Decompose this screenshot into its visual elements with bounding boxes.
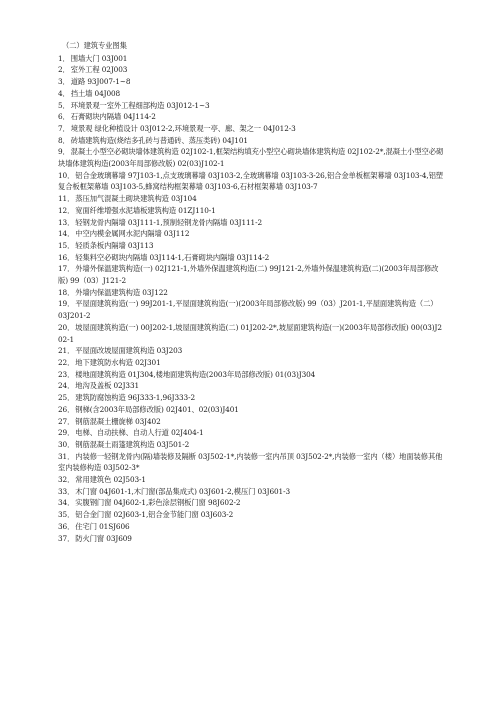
item-text: 室外工程 02J003 xyxy=(70,65,128,75)
item-text: 轻集料空必砌块内隔墙 03J114-1,石膏砌块内隔墙 03J114-2 xyxy=(75,252,270,262)
item-number: 24． xyxy=(58,381,75,391)
list-item xyxy=(58,345,444,357)
item-number: 2． xyxy=(58,65,70,75)
item-number: 25． xyxy=(58,393,75,403)
item-number: 32． xyxy=(58,475,75,485)
list-item xyxy=(58,252,444,264)
item-number: 1． xyxy=(58,53,70,63)
item-number: 20． xyxy=(58,322,75,332)
item-text: 地沟及盖板 02J331 xyxy=(75,381,140,391)
list-item xyxy=(58,322,444,345)
document-content xyxy=(58,40,444,544)
list-item xyxy=(58,123,444,135)
section-title: （二）建筑专业图集 xyxy=(62,41,127,50)
item-number: 33． xyxy=(58,486,75,496)
item-number: 6． xyxy=(58,112,70,122)
item-text: 楼地面建筑构造 01J304,楼地面建筑构造(2003年局部修改版) 01(03)J304 xyxy=(75,369,316,379)
item-number: 16． xyxy=(58,252,75,262)
item-text: 宽面纤维增强水泥墙板建筑构造 01ZJ110-1 xyxy=(75,205,216,215)
item-number: 29． xyxy=(58,428,75,438)
list-item xyxy=(58,392,444,404)
item-text: 砖墙建筑构造(烧结多孔砖与普通砖、蒸压类砖) 04J101 xyxy=(70,135,248,145)
item-number: 18． xyxy=(58,287,75,297)
item-number: 34． xyxy=(58,498,75,508)
list-item xyxy=(58,509,444,521)
item-number: 35． xyxy=(58,510,75,520)
item-text: 环境景观一室外工程细部构造 03J012-1~3 xyxy=(70,100,210,110)
item-number: 36． xyxy=(58,521,75,531)
item-text: 围墙大门 03J001 xyxy=(70,53,128,63)
list-item xyxy=(58,474,444,486)
list-item xyxy=(58,416,444,428)
item-text: 石膏砌块内隔墙 04J114-2 xyxy=(70,112,156,122)
item-text: 道路 93J007-1~8 xyxy=(70,77,131,87)
item-number: 14． xyxy=(58,229,75,239)
item-number: 26． xyxy=(58,404,75,414)
item-number: 3． xyxy=(58,77,70,87)
list-item xyxy=(58,53,444,65)
list-item xyxy=(58,76,444,88)
item-number: 23． xyxy=(58,369,75,379)
item-number: 27． xyxy=(58,416,75,426)
item-text: 挡土墙 04J008 xyxy=(70,88,121,98)
item-number: 7． xyxy=(58,123,70,133)
item-text: 电梯、自动扶梯、自动人行道 02J404-1 xyxy=(75,428,204,438)
item-text: 地下建筑防水构造 02J301 xyxy=(75,357,161,367)
list-item xyxy=(58,369,444,381)
item-number: 19． xyxy=(58,299,75,309)
item-number: 17． xyxy=(58,264,75,274)
item-text: 钢梯(含2003年局部修改版) 02J401、02(03)J401 xyxy=(75,404,239,414)
item-text: 平屋面改坡屋面建筑构造 03J203 xyxy=(75,346,183,356)
list-item xyxy=(58,64,444,76)
list-item xyxy=(58,193,444,205)
item-text: 外墙内保温建筑构造 03J122 xyxy=(75,287,168,297)
item-text: 混凝土小型空必砌块墙体建筑构造 02J102-1,框架结构填充小型空心砌块墙体建筑构造 02J102-2*,混凝土小型空必砌块墙体建筑构造(2003年局部修改版) 02(03)J102-1 xyxy=(58,147,444,169)
item-text: 中空内模金属网水泥内隔墙 03J112 xyxy=(75,229,190,239)
list-item xyxy=(58,298,444,321)
item-text: 住宅门 01SJ606 xyxy=(75,521,130,531)
item-number: 15． xyxy=(58,240,75,250)
item-number: 37． xyxy=(58,533,75,543)
list-item xyxy=(58,404,444,416)
list-item xyxy=(58,439,444,451)
item-text: 蒸压加气混凝土砌块建筑构造 03J104 xyxy=(75,194,197,204)
item-number: 21． xyxy=(58,346,75,356)
item-text: 内装修一轻钢龙骨内(隔)墙装修及隔断 03J502-1*,内装修一室内吊顶 03J502-2*,内装修一室内（楼）地面装修其他室内装修构造 03J502-3* xyxy=(58,451,443,473)
item-text: 建筑防腐蚀构造 96J333-1,96J333-2 xyxy=(75,393,196,403)
item-text: 铝合金玻璃幕墙 97J103-1,点支玻璃幕墙 03J103-2,全玻璃幕墙 03J103-3-26,铝合金单板框架幕墙 03J103-4,铝塑复合板框架幕墙 03J103-5,蜂窝结构框架幕墙 03J103-6,石材框架幕墙 03J103-7 xyxy=(58,170,443,192)
item-text: 轻质条板内隔墙 03J113 xyxy=(75,240,154,250)
list-item xyxy=(58,451,444,474)
item-text: 平屋面建筑构造(一) 99J201-1,平屋面建筑构造(一)(2003年局部修改版) 99（03）J201-1,平屋面建筑构造（二） 03J201-2 xyxy=(58,299,438,321)
item-text: 木门窗 04J601-1,木门窗(部品集成式) 03J601-2,模压门 03J601-3 xyxy=(75,486,290,496)
item-text: 外墙外保温建筑构造(一) 02J121-1,外墙外保温建筑构造(二) 99J121-2,外墙外保温建筑构造(二)(2003年局部修改版) 99（03）J121-2 xyxy=(58,264,439,286)
item-number: 10． xyxy=(58,170,75,180)
item-number: 12． xyxy=(58,205,75,215)
item-number: 31． xyxy=(58,451,75,461)
list-item xyxy=(58,263,444,286)
list-item xyxy=(58,357,444,369)
list-item xyxy=(58,427,444,439)
item-number: 5． xyxy=(58,100,70,110)
item-text: 境景观 绿化种植设计 03J012-2,环境景观一亭、廊、架之一 04J012-3 xyxy=(70,123,296,133)
list-item xyxy=(58,146,444,169)
list-item xyxy=(58,497,444,509)
list-item xyxy=(58,486,444,498)
list-item xyxy=(58,240,444,252)
item-text: 钢筋混凝土栅旋梯 03J402 xyxy=(75,416,161,426)
list-item xyxy=(58,100,444,112)
list-item xyxy=(58,135,444,147)
list-item xyxy=(58,533,444,545)
item-text: 轻钢龙骨内隔墙 03J111-1,预制轻钢龙骨内隔墙 03J111-2 xyxy=(75,217,262,227)
list-item xyxy=(58,170,444,193)
item-number: 22． xyxy=(58,357,75,367)
item-number: 4． xyxy=(58,88,70,98)
list-item xyxy=(58,88,444,100)
item-text: 实腹钢门窗 04J602-1,彩色涂层钢板门窗 98J602-2 xyxy=(75,498,241,508)
item-text: 铝合金门窗 02J603-1,铝合金节能门窗 03J603-2 xyxy=(75,510,234,520)
list-item xyxy=(58,205,444,217)
item-number: 11． xyxy=(58,194,75,204)
list-item xyxy=(58,287,444,299)
item-number: 13． xyxy=(58,217,75,227)
item-text: 常用建筑色 02J503-1 xyxy=(75,475,146,485)
item-number: 30． xyxy=(58,439,75,449)
list-item xyxy=(58,521,444,533)
item-text: 钢筋混凝土雨篷建筑构造 03J501-2 xyxy=(75,439,190,449)
item-list xyxy=(58,53,444,545)
item-number: 9． xyxy=(58,147,70,157)
list-item xyxy=(58,228,444,240)
list-item xyxy=(58,217,444,229)
item-number: 8． xyxy=(58,135,70,145)
item-text: 防火门窗 03J609 xyxy=(75,533,132,543)
list-item xyxy=(58,111,444,123)
item-text: 坡屋面建筑构造(一) 00J202-1,坡屋面建筑构造(二) 01J202-2*,坡屋面建筑构造(一)(2003年局部修改版) 00(03)J202-1 xyxy=(58,322,442,344)
list-item xyxy=(58,380,444,392)
